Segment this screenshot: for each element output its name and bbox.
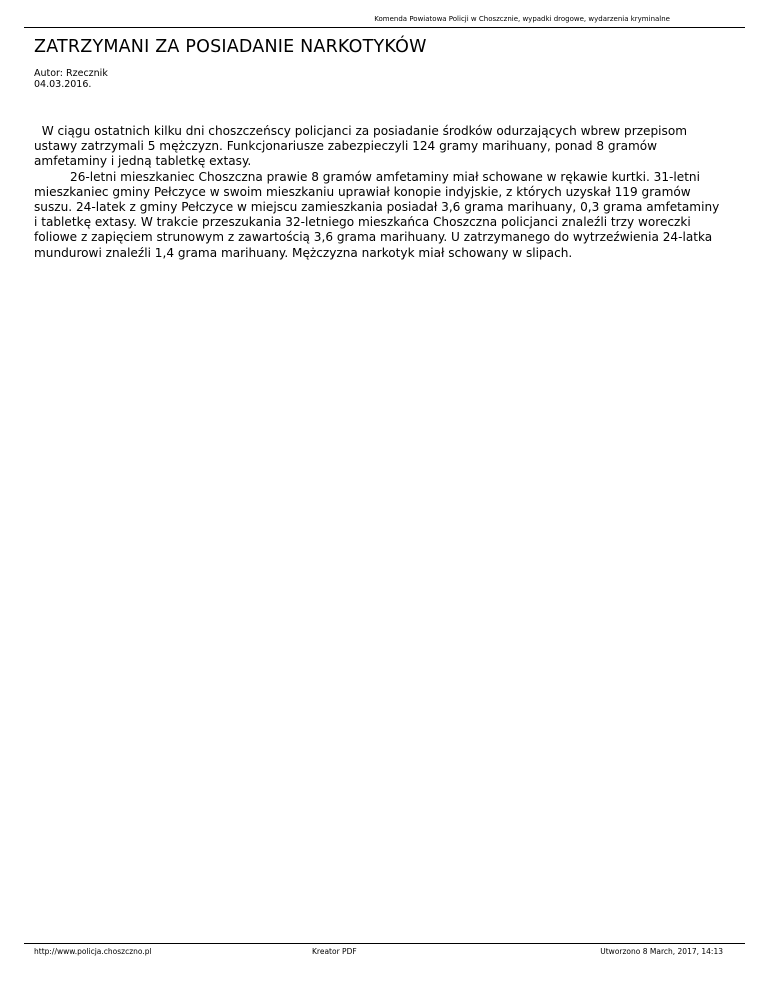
article-body	[34, 124, 724, 261]
footer-generator: Kreator PDF	[312, 947, 357, 956]
article-paragraph: 26-letni mieszkaniec Choszczna prawie 8 gramów amfetaminy miał schowane w rękawie kurtki. 31-letni mieszkaniec gminy Pełczyce w swoim mieszkaniu uprawiał konopie indyjskie, z których uzyskał 119 gramów suszu. 24-latek z gminy Pełczyce w miejscu zamieszkania posiadał 3,6 grama marihuany, 0,3 grama amfetaminy i tabletkę extasy. W trakcie przeszukania 32-letniego mieszkańca Choszczna policjanci znaleźli trzy woreczki foliowe z zapięciem strunowym z zawartością 3,6 grama marihuany. U zatrzymanego do wytrzeźwienia 24-latka mundurowi znaleźli 1,4 grama marihuany. Mężczyzna narkotyk miał schowany w slipach.	[34, 169, 720, 260]
footer-url: http://www.policja.choszczno.pl	[34, 947, 152, 956]
running-header: Komenda Powiatowa Policji w Choszcznie, wypadki drogowe, wydarzenia kryminalne	[374, 15, 670, 23]
header-divider	[24, 27, 745, 28]
footer-created: Utworzono 8 March, 2017, 14:13	[600, 947, 723, 956]
page-title: ZATRZYMANI ZA POSIADANIE NARKOTYKÓW	[34, 37, 427, 57]
author-line: Autor: Rzecznik	[34, 68, 108, 79]
article-paragraph: W ciągu ostatnich kilku dni choszczeńscy policjanci za posiadanie środków odurzających wbrew przepisom ustawy zatrzymali 5 mężczyzn. Funkcjonariusze zabezpieczyli 124 gramy marihuany, ponad 8 gramów amfetaminy i jedną tabletkę extasy.	[34, 124, 691, 169]
footer-divider	[24, 943, 745, 944]
article-date: 04.03.2016.	[34, 79, 92, 90]
article-meta	[34, 68, 108, 90]
